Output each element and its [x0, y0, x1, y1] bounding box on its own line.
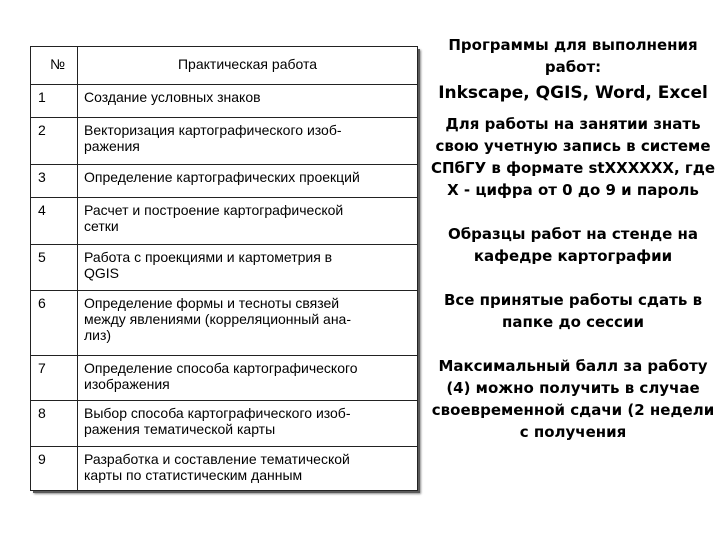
row-number: 3 [31, 165, 78, 198]
row-number: 4 [31, 198, 78, 245]
account-note: Для работы на занятии знать свою учетную запись в системе СПбГУ в формате stXXXXXX, где X - цифра от 0 до 9 и пароль [430, 115, 716, 199]
header-title: Практическая работа [78, 47, 418, 85]
row-title: Определение способа картографического изображения [78, 356, 418, 401]
row-number: 1 [31, 85, 78, 118]
row-title: Работа с проекциями и картометрия в QGIS [78, 245, 418, 291]
row-number: 6 [31, 291, 78, 356]
table-row [31, 118, 418, 165]
header-number: № [31, 47, 78, 85]
row-title: Разработка и составление тематической карты по статистическим данным [78, 447, 418, 491]
table-row [31, 198, 418, 245]
practical-works-table-image [30, 46, 417, 490]
row-title: Создание условных знаков [78, 85, 418, 118]
table-header-row [31, 47, 418, 85]
row-number: 2 [31, 118, 78, 165]
table-row [31, 291, 418, 356]
row-title: Расчет и построение картографической сетки [78, 198, 418, 245]
row-number: 5 [31, 245, 78, 291]
programs-heading: Программы для выполнения работ: [448, 36, 698, 76]
row-title: Определение картографических проекций [78, 165, 418, 198]
row-number: 7 [31, 356, 78, 401]
table-row [31, 245, 418, 291]
score-note: Максимальный балл за работу (4) можно получить в случае своевременной сдачи (2 недели с получения [431, 357, 715, 441]
table-row [31, 447, 418, 491]
programs-list: Inkscape, QGIS, Word, Excel [438, 83, 708, 103]
practical-works-table [30, 46, 418, 491]
submit-note: Все принятые работы сдать в папке до сессии [443, 291, 703, 331]
table-row [31, 85, 418, 118]
info-panel [430, 34, 716, 443]
row-number: 8 [31, 401, 78, 447]
row-number: 9 [31, 447, 78, 491]
table-row [31, 165, 418, 198]
table-row [31, 356, 418, 401]
samples-note: Образцы работ на стенде на кафедре картографии [447, 225, 699, 265]
table-row [31, 401, 418, 447]
row-title: Выбор способа картографического изоб- ражения тематической карты [78, 401, 418, 447]
row-title: Определение формы и тесноты связей между явлениями (корреляционный ана- лиз) [78, 291, 418, 356]
row-title: Векторизация картографического изоб- ражения [78, 118, 418, 165]
